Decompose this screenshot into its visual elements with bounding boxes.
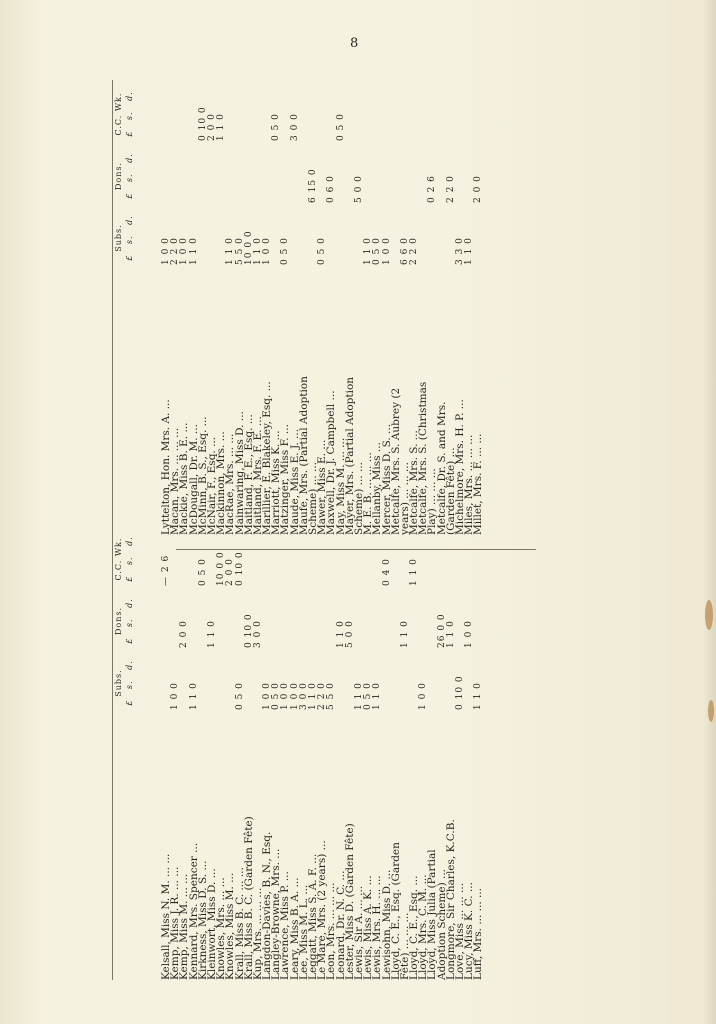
entry-name: Maitland, Mrs. F. E. ... [251,416,264,535]
subs-amount: 5 5 0 [234,237,245,265]
dons-amount: 26 0 0 [436,613,447,648]
entry-name: Langdon-Davies, B. N., Esq. [261,831,274,980]
entry-name: years) ... ... ... [398,462,411,535]
entry-name: Kemp, Miss J. R. ... ... [169,866,182,980]
entry-name: Knowles, Miss M. ... [224,872,237,980]
entry-name: Scheme) ... ... [352,461,365,535]
entry-name: Matzinger, Miss F. ... [279,424,292,535]
entry-name: Leary, Miss B. A. ... [288,877,301,980]
entry-name: M. E. B. ... ... ... [362,452,375,535]
subs-amount: 2 2 0 [170,237,181,265]
subs-amount: 1 0 0 [170,682,181,710]
entry-name: Mackie, Miss B. E. ... [178,422,191,535]
entry-name: Knowles, Mrs. ... ... [215,877,228,980]
entry-name: Kemp, Miss M. ... ... [178,873,191,980]
entry-name: Maufe, Mrs. (Partial Adoption [297,376,310,535]
subs-amount: 0 10 0 [455,675,465,710]
foxing-spot [708,700,714,722]
entry-name: Kelsall, Miss N. M. ... ... [160,853,172,980]
subs-amount: 1 1 0 [188,237,199,265]
entry-name: Langley-Browne, Mrs. ... [270,848,283,980]
ccwk-header-units: £ s. d. [125,536,134,582]
dons-amount: 3 0 0 [252,620,263,648]
entry-name: Lyttelton, Hon. Mrs. A. ... [160,399,172,535]
ccwk-header-title: C.C. Wk. [114,92,123,136]
ccwk-amount: 2 0 0 [206,113,217,141]
subs-amount: 1 0 0 [289,682,300,710]
subs-amount: 0 5 0 [372,237,383,265]
entry-name: Mainwaring, Miss D. ... [233,411,246,535]
entry-name: Mercer, Miss D. S. ... [380,423,393,535]
dons-header-units: £ s. d. [125,598,134,644]
entry-name: Leonard, Dr. N. C. ... [334,870,347,980]
dons-amount: 0 6 0 [326,175,337,203]
entry-name: Lloyd, Mrs. C. M. ... [417,874,430,980]
dons-amount: 1 1 0 [335,620,346,648]
entry-name: Metcalfe, Dr. S. and Mrs. [435,401,448,535]
subs-amount: 1 0 0 [179,237,190,265]
entry-name: Scheme) ... ... [307,461,319,535]
subs-amount: 1 0 0 [381,237,392,265]
entry-name: Lucy, Miss K. C. ... [463,882,476,980]
ccwk-header-title: C.C. Wk. [114,537,123,581]
dons-amount: 6 15 0 [308,168,318,203]
entry-name: MacRae, Mrs. ... ... [224,433,237,535]
subs-amount: 1 0 0 [418,682,429,710]
entry-name: Adoption Scheme) ... [435,868,448,980]
entry-name: Kirkness, Miss D. S. ... [196,860,209,980]
ccwk-amount: 0 5 0 [335,113,346,141]
entry-name: Millet, Mrs. F. ... ... [472,433,485,535]
ccwk-amount: 1 1 0 [409,558,420,586]
ccwk-amount: 0 10 0 [234,551,245,586]
entry-name: Leon, Mrs. ... ... ... [325,882,338,980]
entry-name: Mellanby, Miss ... [371,442,384,535]
dons-header [112,592,158,650]
dons-header-title: Dons. [114,161,123,191]
dons-amount: 1 1 0 [206,620,217,648]
ccwk-header-units: £ s. d. [125,91,134,137]
entry-name: Love, Miss ... ... ... [454,882,466,980]
entry-name: Lloyd, C. E., Esq. (Garden [389,842,402,980]
entry-name: Leggatt, Miss S. A. F. ... [307,853,319,980]
subs-amount: 2 2 0 [317,682,328,710]
entry-name: May, Miss M. ... ... [334,437,347,535]
subs-amount: 1 1 0 [464,237,475,265]
ccwk-amount: — 2 6 [161,554,171,586]
entry-name: Krall, Miss B. C. ... ... [233,867,246,980]
entry-name: Marillier, E. Blakeley, Esq. ... [261,381,274,535]
subs-header-title: Subs. [114,224,123,252]
entry-name: Metcalfe, Mrs. S. (Christmas [417,381,430,535]
entry-name: Maude, Miss E. J. ... [288,428,301,535]
dons-amount: 2 0 0 [179,620,190,648]
ccwk-amount: 10 0 0 [216,551,227,586]
subs-amount: 0 5 0 [280,237,291,265]
dons-amount: 5 0 0 [353,175,364,203]
entry-name: Le Mare, Mrs. (2 years) ... [316,840,329,980]
entry-name: Maitland, F. E., Esq. ... [242,414,255,535]
subs-amount: 10 0 0 [243,230,254,265]
page-edge-shadow [704,0,716,1024]
dons-amount: 5 0 0 [344,620,355,648]
entry-name: Lester, Miss D. (Garden Fête) [343,823,356,980]
entry-name: Marriott, Miss K. ... [270,430,283,535]
entry-name: Macan, Mrs. ... ... ... [169,427,182,535]
ccwk-amount: 0 10 0 [197,106,208,141]
ccwk-header [112,85,158,143]
subs-amount: 5 5 0 [326,682,337,710]
ccwk-amount: 0 4 0 [381,558,392,586]
page-number: 8 [350,36,359,51]
entry-name: Lewis, Mrs. H. ... ... [371,875,384,980]
entry-name: Metcalfe, Mrs. S. Aubrey (2 [389,387,402,535]
subs-amount: 1 0 0 [280,682,291,710]
subs-amount: 1 0 0 [262,237,273,265]
entry-name: Lloyd, C. E., Esq. ... [408,875,421,980]
subs-header-units: £ s. d. [125,660,134,706]
ccwk-amount: 1 1 0 [216,113,227,141]
subs-amount: 1 1 0 [252,237,263,265]
dons-header [112,147,158,205]
foxing-spot [705,600,713,630]
ccwk-amount: 0 5 0 [271,113,282,141]
entry-name: Mackinnon, Mrs. ... [215,431,228,535]
subs-amount: 1 0 0 [161,237,171,265]
ccwk-amount: 2 0 0 [225,558,236,586]
entry-name: Lloyd, Miss Julia (Partial [426,849,439,980]
subs-amount: 0 5 0 [317,237,328,265]
dons-amount: 2 0 0 [473,175,484,203]
entry-name: Lewisohn, Miss D. ... [380,869,393,980]
subs-amount: 0 5 0 [271,682,282,710]
subs-amount: 1 1 0 [363,237,374,265]
dons-header-title: Dons. [114,606,123,636]
ccwk-header [112,530,158,588]
entry-name: Michelmore, Mrs. H. P. ... [454,399,466,535]
dons-amount: 1 0 0 [464,620,475,648]
subs-amount: 0 5 0 [234,682,245,710]
subs-header-title: Subs. [114,669,123,697]
entry-name: Mayer, Mrs. (Partial Adoption [343,376,356,535]
entry-name: Mawer, Miss E. ... [316,439,329,535]
subs-header-units: £ s. d. [125,215,134,261]
entry-name: Fête) ... ... ... [398,912,411,980]
ccwk-amount: 0 5 0 [197,558,208,586]
entry-name: Lawrence, Miss P. ... [279,871,292,980]
entry-name: Miles, Mrs. ... ... ... [463,434,476,535]
entry-name: McMinn, B. S., Esq. ... [196,416,209,535]
entry-name: Longmore, Sir Charles, K.C.B. [444,819,457,980]
dons-amount: 1 1 0 [399,620,410,648]
subs-amount: 1 1 0 [225,237,236,265]
subs-amount: 1 1 0 [188,682,199,710]
ccwk-amount: 3 0 0 [289,113,300,141]
subs-amount: 3 3 0 [455,237,465,265]
subs-amount: 3 0 0 [298,682,309,710]
entry-name: Lewis, Miss A. K. ... [362,875,375,980]
entry-name: Kup, Mrs. ... ... ... [251,887,264,980]
entry-name: Luff, Mrs. ... ... ... [472,887,485,980]
subs-amount: 2 2 0 [409,237,420,265]
dons-amount: 1 1 0 [445,620,456,648]
rotated-table-sheet [112,80,602,980]
subs-header [112,209,158,267]
entry-name: Maxwell, Dr. J. Campbell ... [325,390,338,535]
dons-amount: 2 2 0 [445,175,456,203]
column-divider [176,549,536,550]
subs-amount: 1 1 0 [353,682,364,710]
entry-name: Krall, Miss B. C. (Garden Fête) [242,816,255,980]
entry-name: Metcalfe, Mrs. S. ... [408,430,421,535]
entry-name: Kleinwort, Miss D. ... [205,868,218,980]
subs-amount: 0 5 0 [363,682,374,710]
dons-amount: 0 2 6 [427,175,438,203]
entry-name: Lee, Miss M. L. ... [297,884,310,980]
entry-name: Play) ... ... ... [426,468,439,535]
entry-name: (Garden Fête) ... [444,447,457,535]
entry-name: McDougall, Dr. M. ... [187,424,200,535]
subs-header [112,654,158,712]
entry-name: Kennard, Mrs. Spencer ... [187,842,200,980]
subs-amount: 6 6 0 [399,237,410,265]
subs-amount: 1 1 0 [372,682,383,710]
dons-amount: 0 10 0 [243,613,254,648]
subs-amount: 1 1 0 [473,682,484,710]
subs-amount: 1 1 0 [308,682,318,710]
entry-name: McNair, F., Esq. ... [205,436,218,535]
entry-name: Lewis, Sir A. ... ... [352,885,365,980]
subs-amount: 1 0 0 [262,682,273,710]
dons-header-units: £ s. d. [125,153,134,199]
